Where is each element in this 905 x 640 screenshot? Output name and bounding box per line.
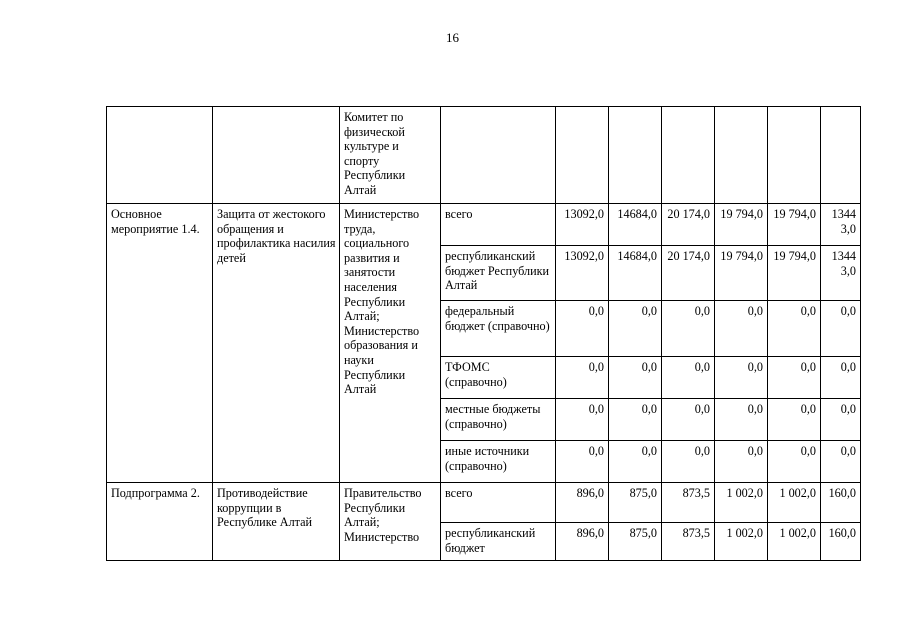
value-cell: 1344 3,0 [821,204,861,246]
budget-table [106,106,861,561]
cell-empty [213,107,340,204]
value-cell: 0,0 [609,441,662,483]
funding-source-cell: иные источники (справочно) [441,441,556,483]
value-cell: 896,0 [556,523,609,561]
value-cell: 0,0 [662,399,715,441]
table-row-continuation [107,107,861,204]
value-cell: 0,0 [609,357,662,399]
executor-cell: Правительство Республики Алтай; Министерство [340,483,441,561]
funding-source-cell: ТФОМС (справочно) [441,357,556,399]
value-cell: 160,0 [821,483,861,523]
value-cell: 0,0 [821,357,861,399]
cell-empty [441,107,556,204]
value-cell: 19 794,0 [715,204,768,246]
value-cell: 0,0 [662,301,715,357]
value-cell: 0,0 [662,357,715,399]
value-cell: 1 002,0 [715,483,768,523]
value-cell: 875,0 [609,483,662,523]
activity-name-cell: Основное мероприятие 1.4. [107,204,213,483]
value-cell: 0,0 [715,399,768,441]
value-cell: 873,5 [662,523,715,561]
cell-empty [556,107,609,204]
cell-empty [609,107,662,204]
value-cell: 873,5 [662,483,715,523]
value-cell: 13092,0 [556,204,609,246]
executor-cell: Комитет по физической культуре и спорту Республики Алтай [340,107,441,204]
value-cell: 0,0 [715,357,768,399]
value-cell: 0,0 [662,441,715,483]
value-cell: 1 002,0 [715,523,768,561]
value-cell: 0,0 [768,301,821,357]
table-row [107,483,861,523]
cell-empty [821,107,861,204]
funding-source-cell: республиканский бюджет [441,523,556,561]
value-cell: 1 002,0 [768,523,821,561]
value-cell: 0,0 [609,399,662,441]
value-cell: 0,0 [768,399,821,441]
value-cell: 0,0 [609,301,662,357]
value-cell: 19 794,0 [715,246,768,301]
executor-cell: Министерство труда, социального развития и занятости населения Республики Алтай; Министерство образования и науки Республики Алтай [340,204,441,483]
value-cell: 0,0 [556,357,609,399]
value-cell: 20 174,0 [662,246,715,301]
value-cell: 14684,0 [609,246,662,301]
value-cell: 0,0 [556,441,609,483]
activity-name-cell: Подпрограмма 2. [107,483,213,561]
value-cell: 13092,0 [556,246,609,301]
activity-title-cell: Защита от жестокого обращения и профилактика насилия детей [213,204,340,483]
value-cell: 0,0 [768,357,821,399]
value-cell: 19 794,0 [768,204,821,246]
value-cell: 0,0 [556,301,609,357]
page-number: 16 [446,30,459,45]
funding-source-cell: всего [441,483,556,523]
value-cell: 14684,0 [609,204,662,246]
value-cell: 0,0 [556,399,609,441]
table-row [107,204,861,246]
activity-title-cell: Противодействие коррупции в Республике Алтай [213,483,340,561]
cell-empty [715,107,768,204]
funding-source-cell: всего [441,204,556,246]
value-cell: 0,0 [821,301,861,357]
cell-empty [768,107,821,204]
value-cell: 875,0 [609,523,662,561]
value-cell: 0,0 [715,441,768,483]
cell-empty [662,107,715,204]
value-cell: 19 794,0 [768,246,821,301]
value-cell: 0,0 [821,399,861,441]
funding-source-cell: местные бюджеты (справочно) [441,399,556,441]
value-cell: 896,0 [556,483,609,523]
funding-source-cell: республиканский бюджет Республики Алтай [441,246,556,301]
value-cell: 0,0 [821,441,861,483]
value-cell: 1 002,0 [768,483,821,523]
value-cell: 20 174,0 [662,204,715,246]
cell-empty [107,107,213,204]
funding-source-cell: федеральный бюджет (справочно) [441,301,556,357]
value-cell: 160,0 [821,523,861,561]
value-cell: 0,0 [768,441,821,483]
value-cell: 0,0 [715,301,768,357]
value-cell: 1344 3,0 [821,246,861,301]
